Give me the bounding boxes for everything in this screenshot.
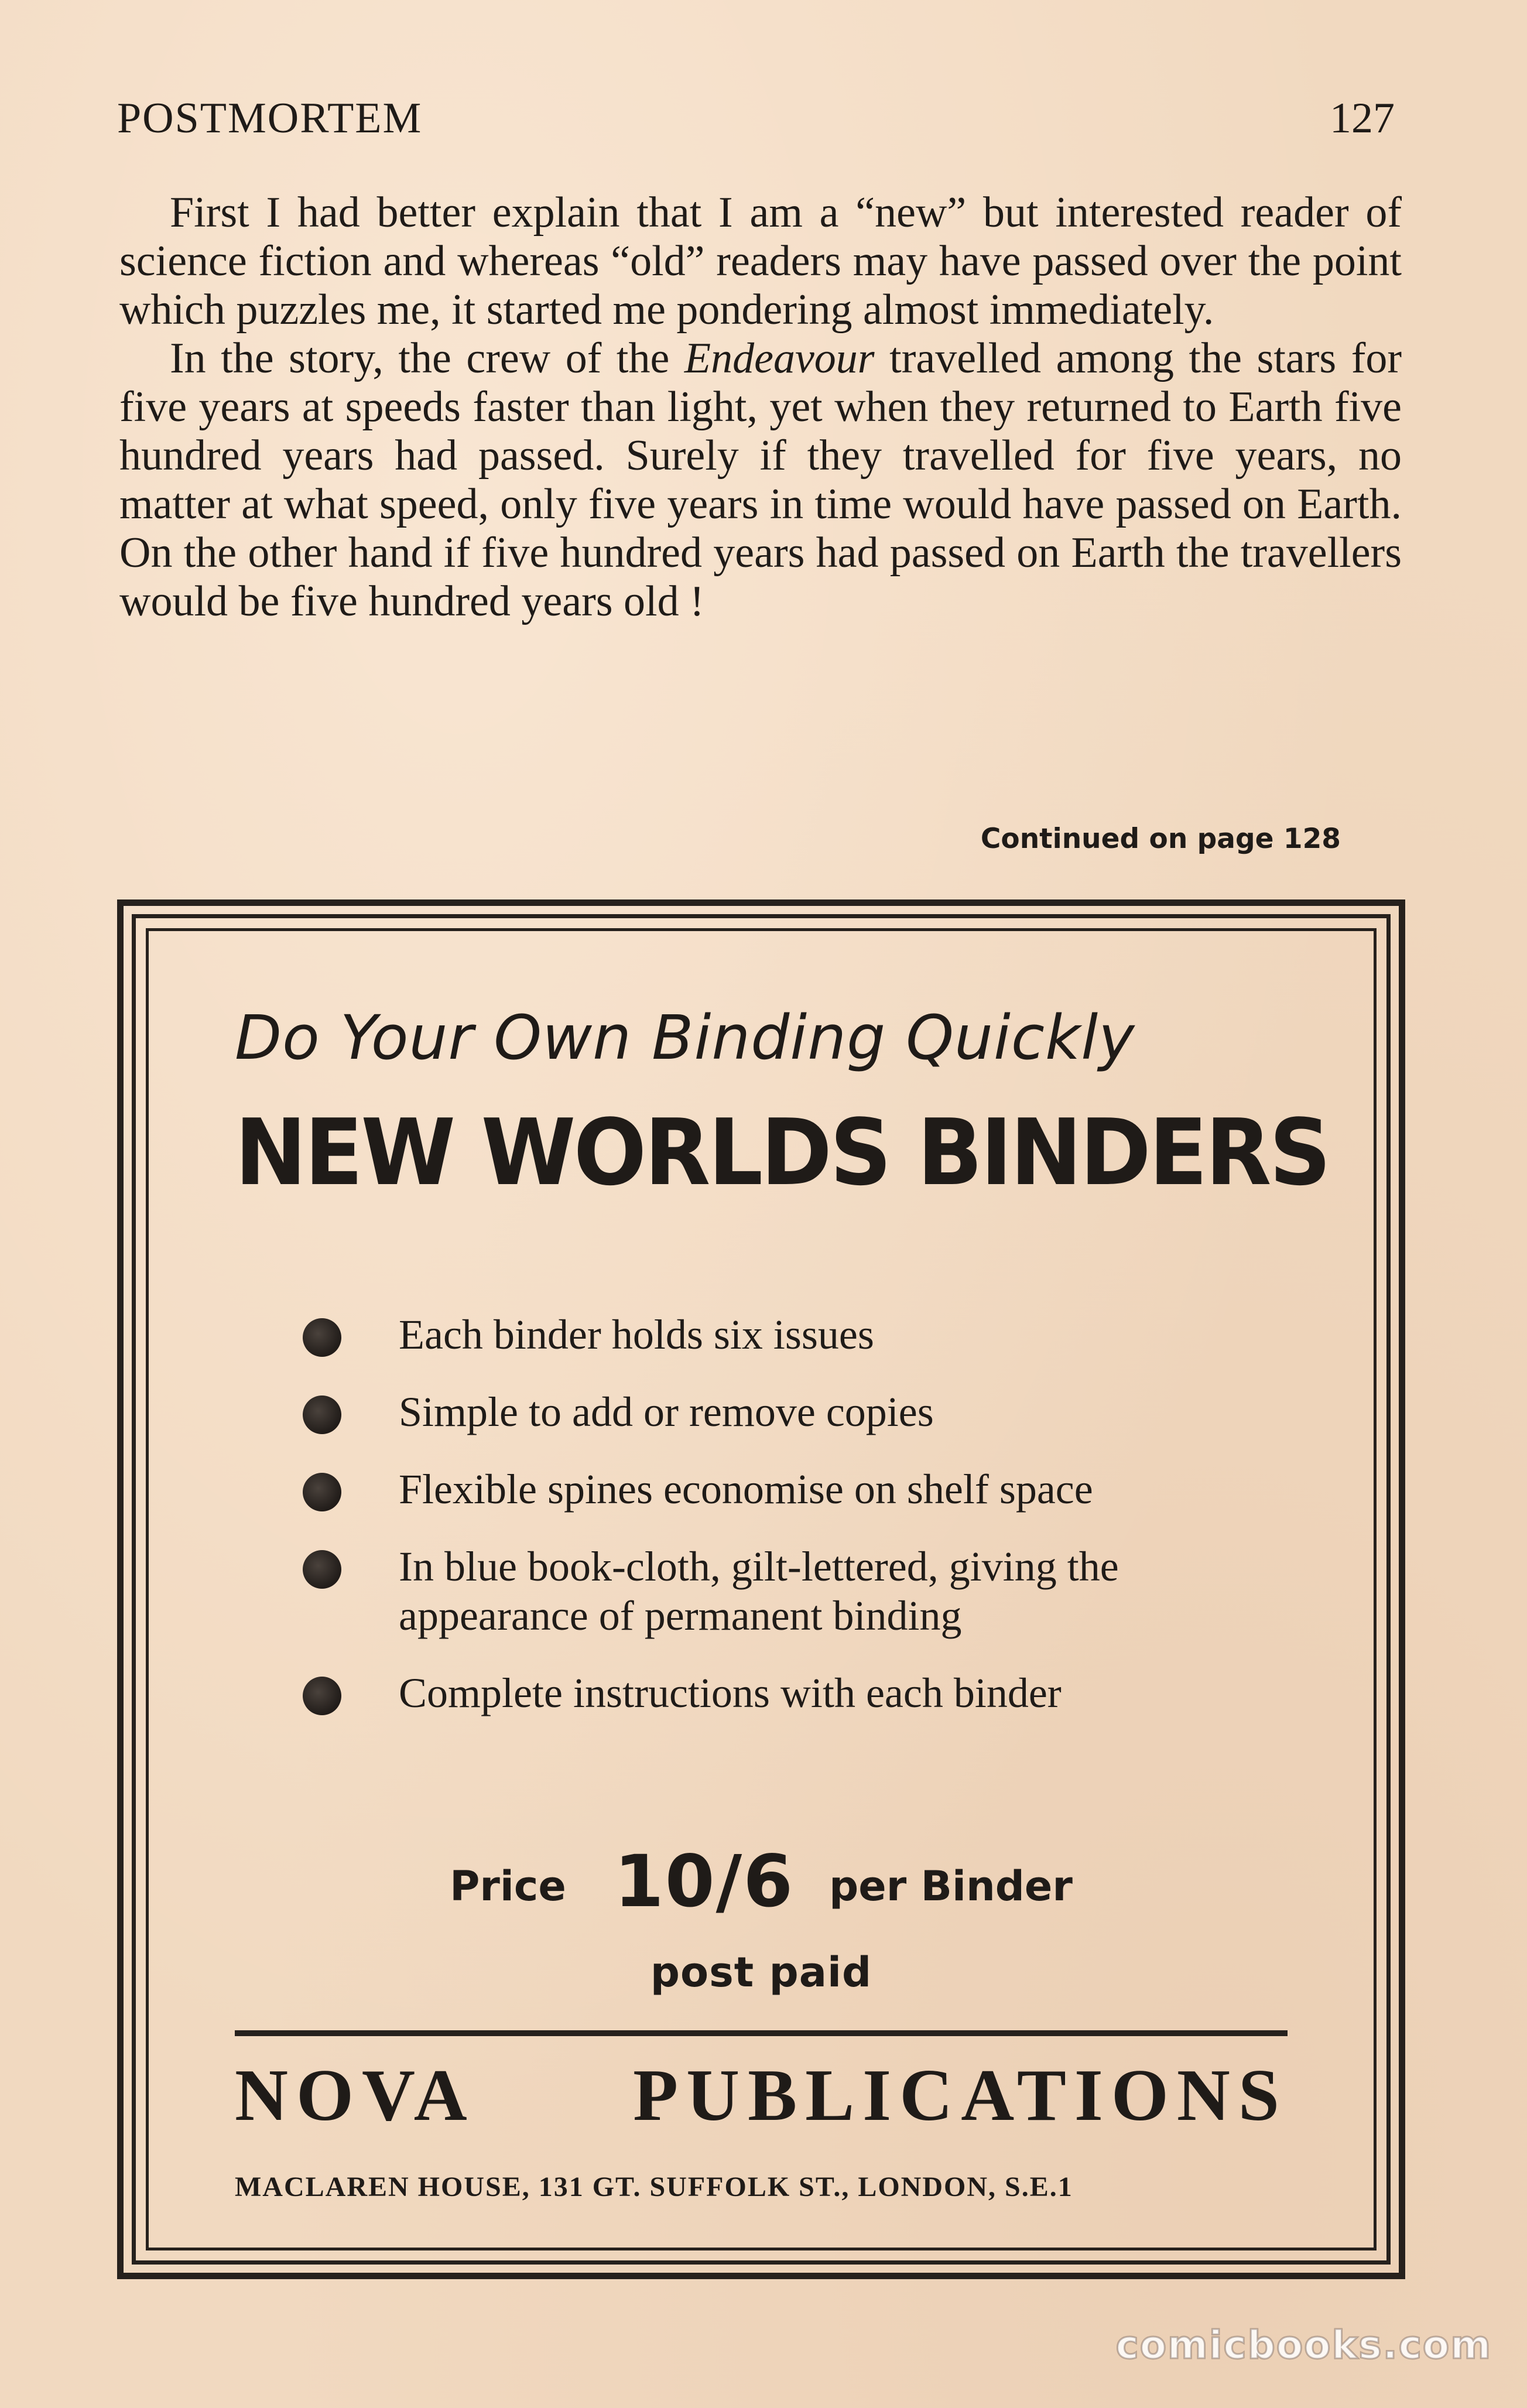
advertisement [117, 899, 1405, 2279]
ad-tagline: Do Your Own Binding Quickly [235, 1002, 1135, 1073]
bullet-icon [303, 1677, 341, 1715]
divider-rule [235, 2030, 1288, 2036]
continued-note: Continued on page 128 [980, 823, 1341, 855]
feature-item [299, 1387, 1236, 1436]
bullet-icon [303, 1550, 341, 1589]
ship-name: Endeavour [684, 334, 875, 382]
publisher-name [235, 2054, 1288, 2138]
publisher-word: PUBLICATIONS [633, 2055, 1288, 2136]
feature-text: Complete instructions with each binder [399, 1670, 1062, 1716]
feature-item [299, 1465, 1236, 1514]
post-paid: post paid [650, 1948, 872, 1996]
feature-text: Flexible spines economise on shelf space [399, 1466, 1093, 1513]
paragraph-2-end: travelled among the stars for five years at speeds faster than light, yet when they returned to Earth five hundred years had passed. Surely if they travelled for five years, no matter at what speed, only five years in time would have passed on Earth. On the other hand if five hundred years had passed on Earth the travellers would be five hundred years old ! [119, 334, 1402, 625]
paragraph-2-start: In the story, the crew of the [170, 334, 684, 382]
paragraph-2 [119, 334, 1402, 626]
paragraph-1: First I had better explain that I am a “new” but interested reader of science fiction and whereas “old” readers may have passed over the point which puzzles me, it started me pondering almost immediately. [119, 189, 1402, 334]
bullet-icon [303, 1395, 341, 1434]
price-label: Price [450, 1862, 566, 1910]
publisher-address: MACLAREN HOUSE, 131 GT. SUFFOLK ST., LONDON, S.E.1 [235, 2171, 1073, 2202]
page-number: 127 [1330, 94, 1395, 142]
feature-item [299, 1668, 1236, 1718]
price-value: 10/6 [614, 1840, 795, 1923]
feature-list [299, 1310, 1236, 1746]
feature-item [299, 1310, 1236, 1359]
price-unit: per Binder [829, 1862, 1073, 1910]
running-head: POSTMORTEM [117, 94, 423, 142]
feature-text: Simple to add or remove copies [399, 1388, 934, 1435]
feature-text: Each binder holds six issues [399, 1311, 874, 1358]
feature-text: In blue book-cloth, gilt-lettered, giving the appearance of permanent binding [399, 1543, 1119, 1639]
watermark: comicbooks.com [1115, 2323, 1492, 2368]
bullet-icon [303, 1473, 341, 1511]
ad-headline: NEW WORLDS BINDERS [235, 1099, 1329, 1206]
publisher-word: NOVA [235, 2055, 475, 2136]
feature-item [299, 1542, 1236, 1640]
bullet-icon [303, 1318, 341, 1357]
letter-text [119, 189, 1402, 626]
price-line [124, 1840, 1399, 1923]
